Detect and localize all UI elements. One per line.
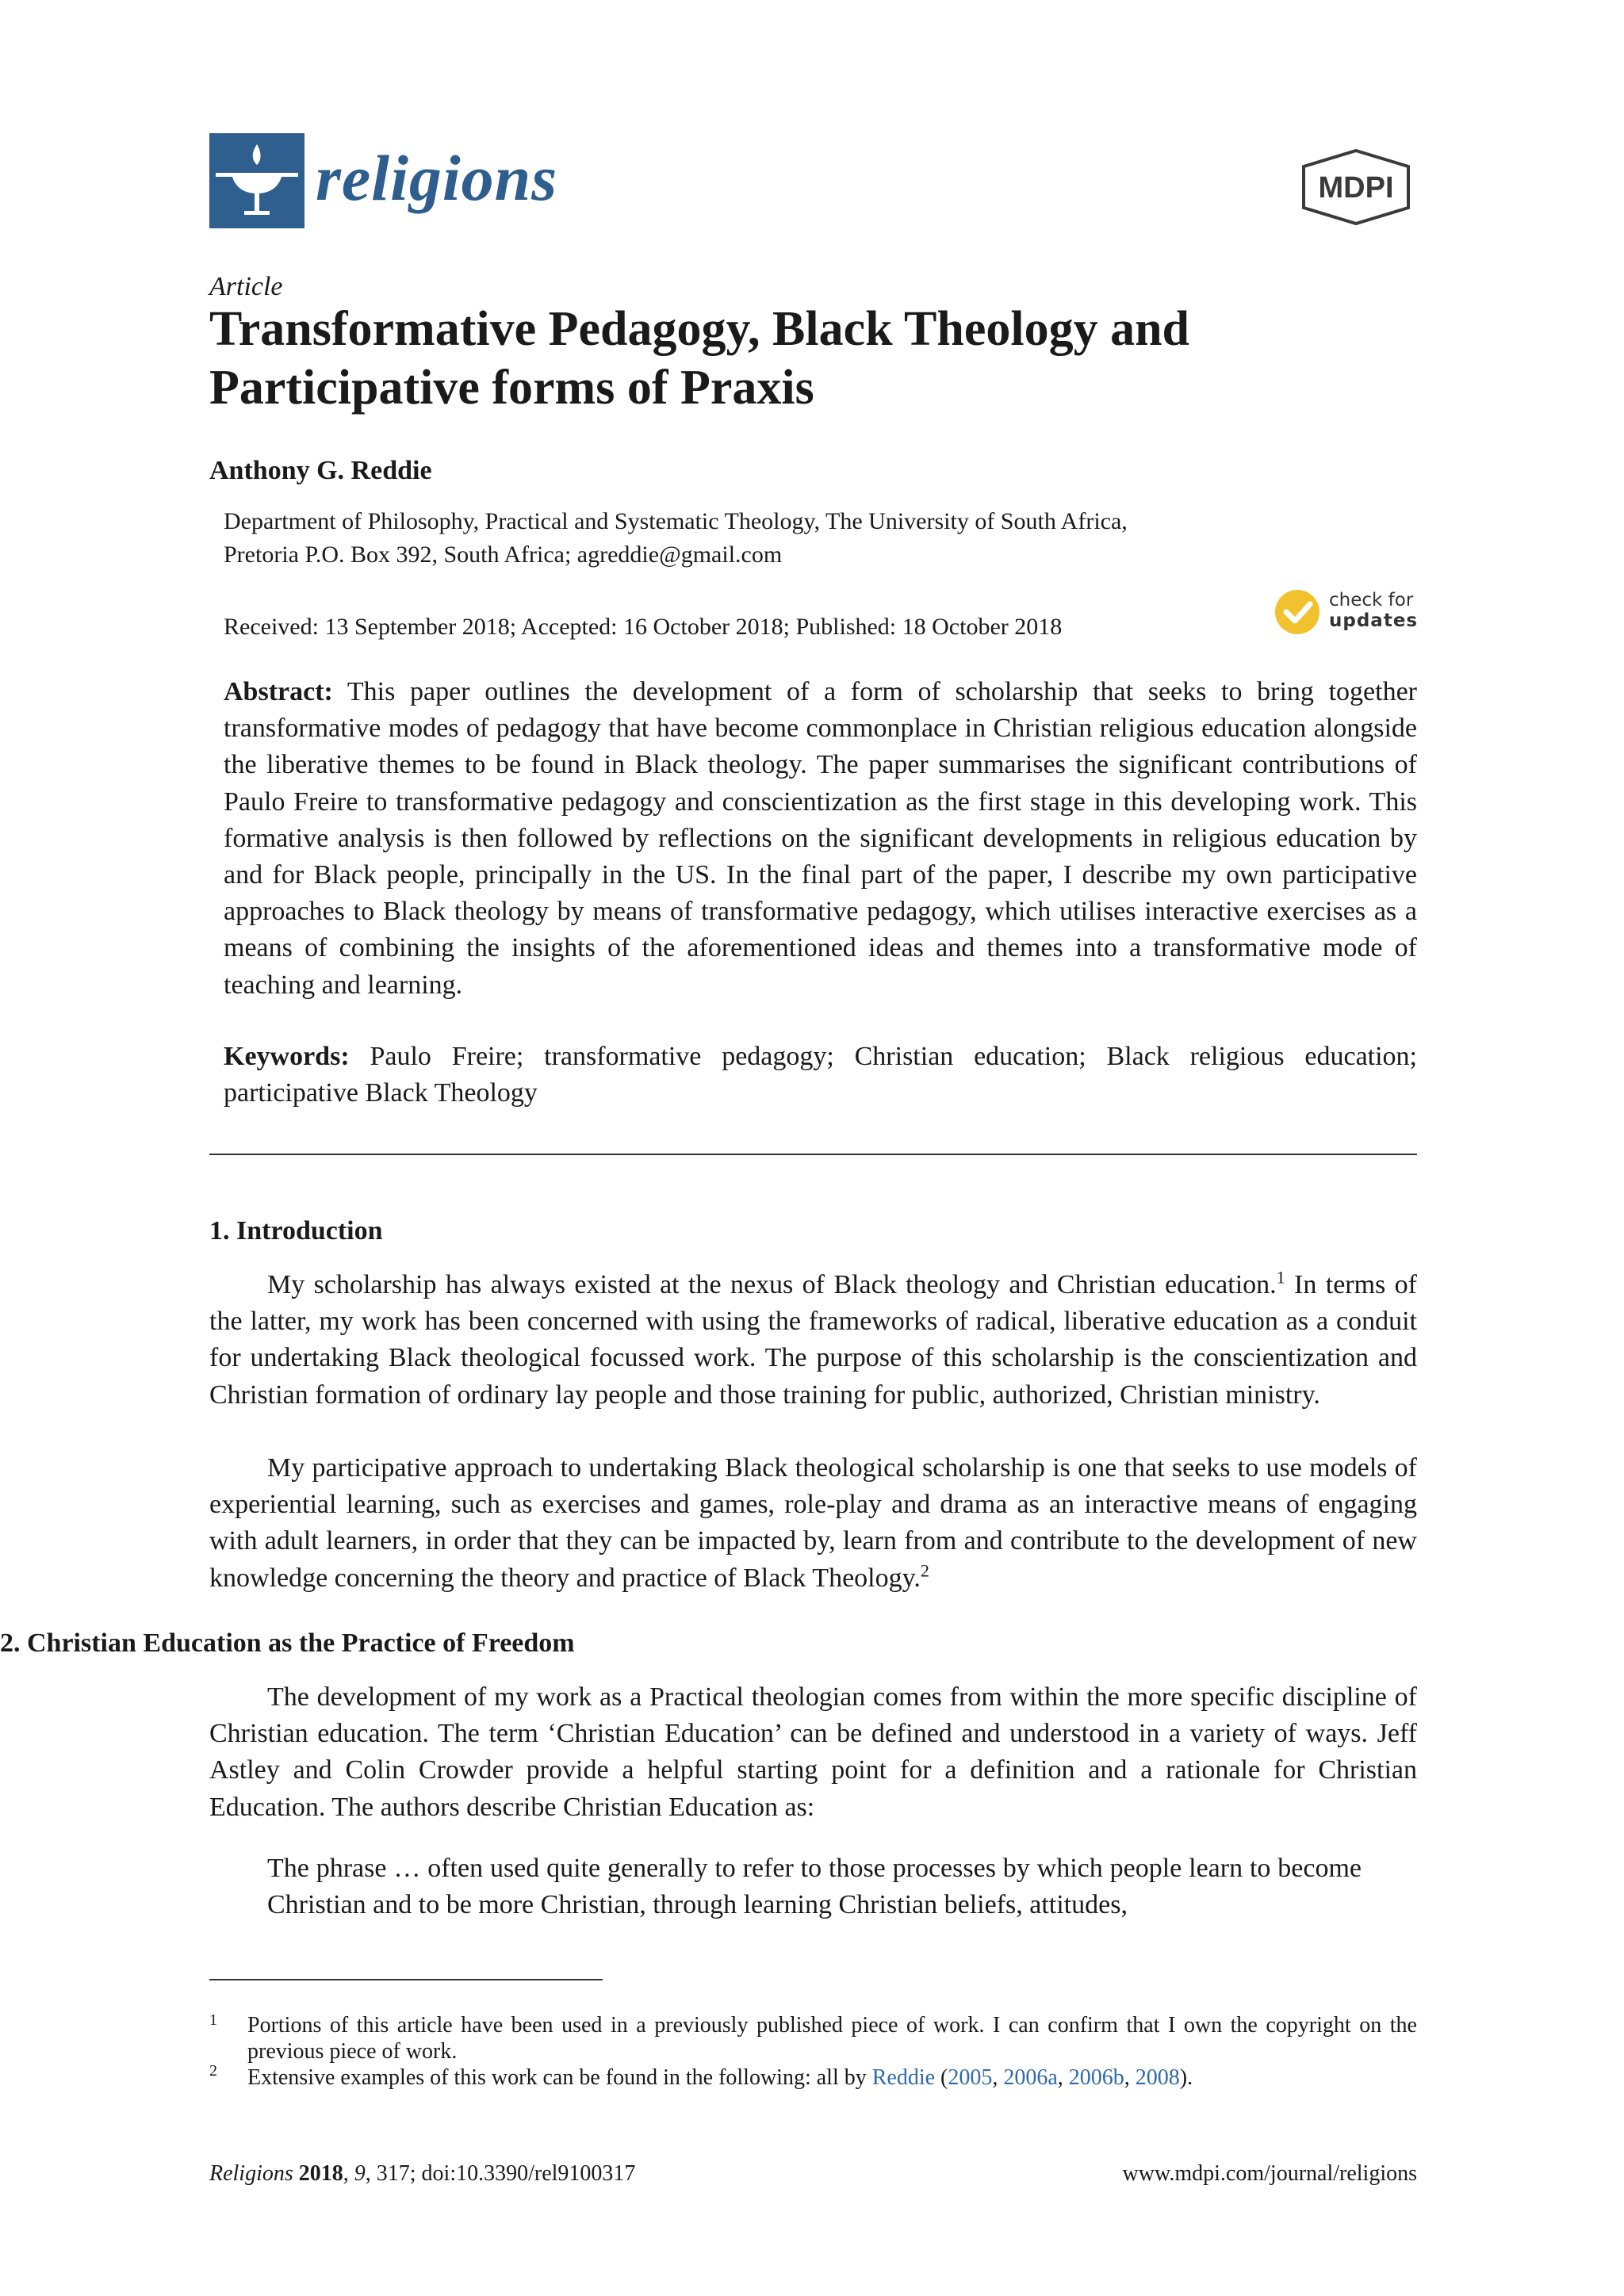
footnote-divider xyxy=(209,1979,603,1980)
check-for-updates-label[interactable] xyxy=(1329,590,1418,631)
footnote-separator: , xyxy=(1124,2065,1136,2090)
footnote-number: 1 xyxy=(209,2011,217,2029)
mdpi-logo-text: MDPI xyxy=(1318,171,1394,205)
affiliation-line: Department of Philosophy, Practical and Systematic Theology, The University of South Africa, xyxy=(224,508,1128,534)
publication-dates: Received: 13 September 2018; Accepted: 16 October 2018; Published: 18 October 2018 xyxy=(224,614,1063,640)
footnote-text: ). xyxy=(1179,2065,1193,2090)
paragraph-text: My scholarship has always existed at the nexus of Black theology and Christian education. xyxy=(267,1270,1277,1299)
citation-link[interactable]: 2006b xyxy=(1068,2065,1124,2090)
footer-volume: 9 xyxy=(354,2161,366,2186)
journal-logo-icon xyxy=(209,133,304,228)
citation-link[interactable]: 2005 xyxy=(948,2065,993,2090)
affiliation xyxy=(224,505,1413,572)
footnote-marker[interactable]: 2 xyxy=(920,1560,929,1581)
footer-journal: Religions xyxy=(209,2161,293,2186)
body-paragraph xyxy=(209,1450,1417,1597)
mdpi-logo-icon xyxy=(1297,147,1415,227)
author-name: Anthony G. Reddie xyxy=(209,456,432,485)
abstract-text: This paper outlines the development of a form of scholarship that seeks to bring together transformative modes of pedagogy that have become commonplace in Christian religious education alongside the liberative themes to be found in Black theology. The paper summarises the significant contributions of Paulo Freire to transformative pedagogy and conscientization as the first stage in this developing work. This formative analysis is then followed by reflections on the significant developments in religious education by and for Black people, principally in the US. In the final part of the paper, I describe my own participative approaches to Black theology by means of transformative pedagogy, which utilises interactive exercises as a means of combining the insights of the aforementioned ideas and themes into a transformative mode of teaching and learning. xyxy=(224,677,1417,1000)
body-paragraph: The development of my work as a Practical theologian comes from within the more specific discipline of Christian education. The term ‘Christian Education’ can be defined and understood in a variety of ways. Jeff Astley and Colin Crowder provide a helpful starting point for a definition and a rationale for Christian Education. The authors describe Christian Education as: xyxy=(209,1682,1417,1822)
keywords xyxy=(224,1039,1417,1112)
footnote-separator: , xyxy=(992,2065,1004,2090)
citation-link[interactable]: 2006a xyxy=(1003,2065,1058,2090)
section-heading: 2. Christian Education as the Practice of Freedom xyxy=(0,1628,575,1658)
citation-link[interactable]: 2008 xyxy=(1135,2065,1180,2090)
article-type: Article xyxy=(209,272,283,301)
divider xyxy=(209,1154,1417,1155)
paragraph-text: In terms of the latter, my work has been concerned with using the frameworks of radical, liberative education as a conduit for undertaking Black theological focussed work. The purpose of this scholarship is the conscientization and Christian formation of ordinary lay people and those training for public, authorized, Christian ministry. xyxy=(209,1270,1417,1410)
article-title: Transformative Pedagogy, Black Theology and Participative forms of Praxis xyxy=(209,302,1190,415)
check-updates-line: check for xyxy=(1329,590,1414,610)
footer-citation: Religions 2018, 9, 317; doi:10.3390/rel9100317 xyxy=(209,2161,636,2186)
body-paragraph xyxy=(209,1267,1417,1414)
footnote-text: Extensive examples of this work can be found in the following: all by xyxy=(247,2065,872,2090)
footnote-number: 2 xyxy=(209,2062,217,2080)
footer-url[interactable]: www.mdpi.com/journal/religions xyxy=(1122,2161,1417,2186)
footnote xyxy=(247,2064,1417,2091)
keywords-text: Paulo Freire; transformative pedagogy; Christian education; Black religious education; participative Black Theology xyxy=(224,1042,1418,1108)
journal-name: religions xyxy=(316,142,558,214)
footnote: Portions of this article have been used in a previously published piece of work. I can confirm that I own the copyright on the previous piece of work. xyxy=(247,2013,1417,2064)
abstract-label: Abstract: xyxy=(224,677,333,706)
paragraph-text: My participative approach to undertaking Black theological scholarship is one that seeks to use models of experiential learning, such as exercises and games, role-play and drama as an interactive means of engaging with adult learners, in order that they can be impacted by, learn from and contribute to the development of new knowledge concerning the theory and practice of Black Theology. xyxy=(209,1453,1417,1593)
footer-year: 2018 xyxy=(298,2161,343,2186)
keywords-label: Keywords: xyxy=(224,1042,350,1071)
footer-doi: , 317; doi:10.3390/rel9100317 xyxy=(365,2161,636,2186)
check-updates-line: updates xyxy=(1329,610,1419,631)
citation-link[interactable]: Reddie xyxy=(871,2065,936,2090)
section-heading: 1. Introduction xyxy=(209,1216,383,1246)
abstract xyxy=(224,674,1417,1004)
block-quote: The phrase … often used quite generally to refer to those processes by which people learn to become Christian and to be more Christian, through learning Christian beliefs, attitudes, xyxy=(267,1854,1362,1920)
footnote-separator: , xyxy=(1057,2065,1069,2090)
check-badge-icon xyxy=(1274,587,1324,637)
affiliation-line: Pretoria P.O. Box 392, South Africa; agreddie@gmail.com xyxy=(224,541,783,568)
footnote-text: ( xyxy=(935,2065,948,2090)
footnote-marker[interactable]: 1 xyxy=(1276,1267,1285,1288)
